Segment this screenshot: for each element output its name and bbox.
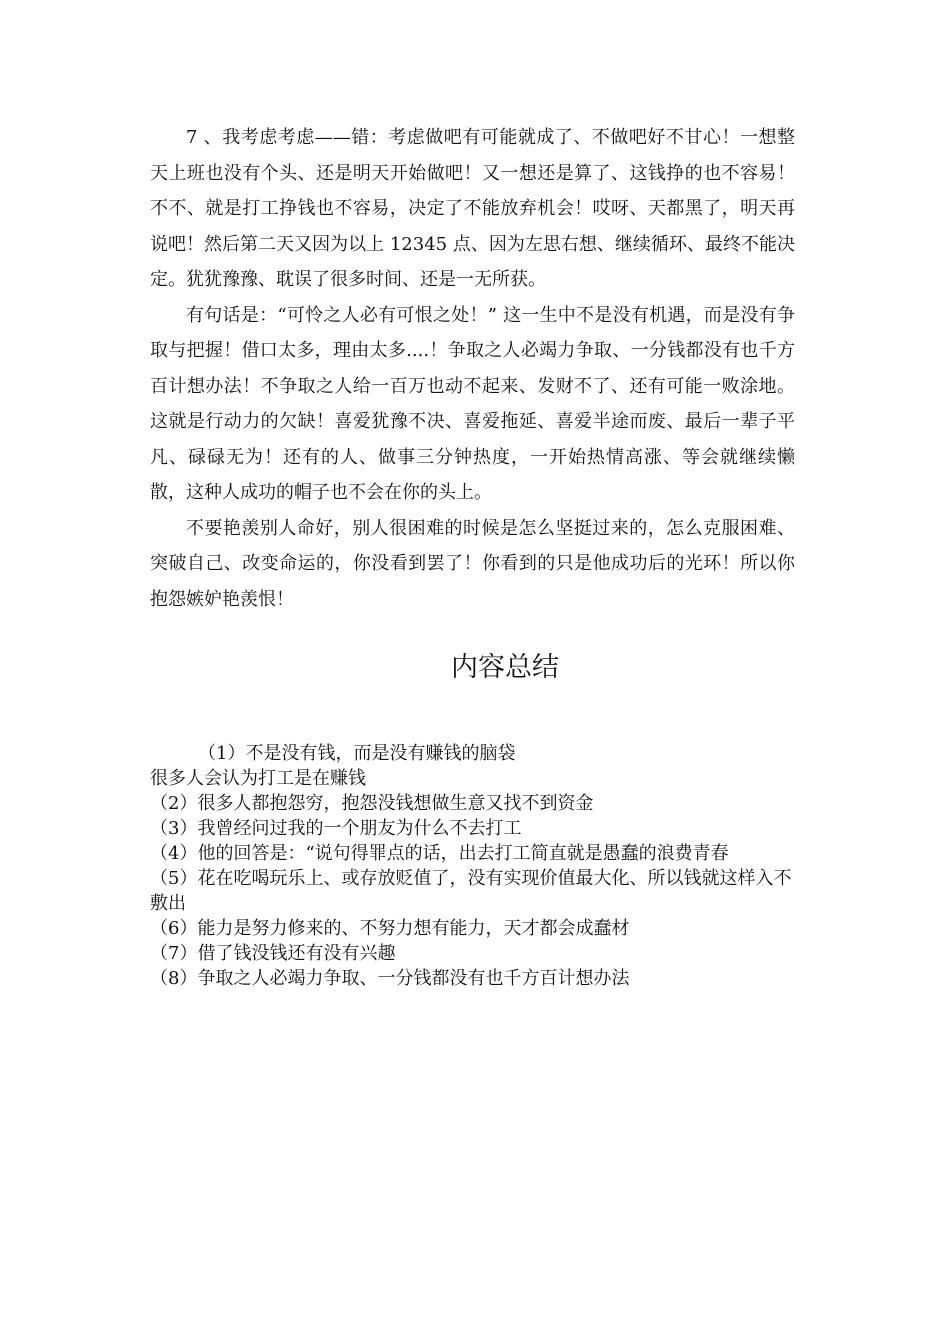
summary-item-2: 很多人会认为打工是在赚钱 [150, 768, 366, 789]
body-text [150, 120, 795, 617]
paragraph-1: 7 、我考虑考虑——错：考虑做吧有可能就成了、不做吧好不甘心！一想整天上班也没有个头、还是明天开始做吧！又一想还是算了、这钱挣的也不容易！不不、就是打工挣钱也不容易，决定了不能放弃机会！哎呀、天都黑了，明天再说吧！然后第二天又因为以上 12345 点、因为左思右想、继续循环、最终不能决定。犹犹豫豫、耽误了很多时间、还是一无所获。 [150, 127, 795, 290]
summary-list [150, 741, 800, 991]
summary-item-6: （5）花在吃喝玩乐上、或存放贬值了，没有实现价值最大化、所以钱就这样入不敷出 [150, 868, 792, 914]
summary-item-7: （6）能力是努力修来的、不努力想有能力，天才都会成蠢材 [150, 918, 630, 939]
summary-item-8: （7）借了钱没钱还有没有兴趣 [150, 943, 396, 964]
summary-item-5: （4）他的回答是：“说句得罪点的话，出去打工简直就是愚蠢的浪费青春 [150, 843, 729, 864]
summary-item-9: （8）争取之人必竭力争取、一分钱都没有也千方百计想办法 [150, 968, 630, 989]
summary-item-4: （3）我曾经问过我的一个朋友为什么不去打工 [150, 818, 522, 839]
paragraph-2: 有句话是：“可怜之人必有可恨之处！” 这一生中不是没有机遇，而是没有争取与把握！借口太多，理由太多....！争取之人必竭力争取、一分钱都没有也千方百计想办法！不争取之人给一百万也动不起来、发财不了、还有可能一败涂地。这就是行动力的欠缺！喜爱犹豫不决、喜爱拖延、喜爱半途而废、最后一辈子平凡、碌碌无为！还有的人、做事三分钟热度，一开始热情高涨、等会就继续懒散，这种人成功的帽子也不会在你的头上。 [150, 304, 795, 503]
summary-item-3: （2）很多人都抱怨穷，抱怨没钱想做生意又找不到资金 [150, 793, 594, 814]
summary-title: 内容总结 [451, 652, 559, 683]
summary-item-1: （1）不是没有钱，而是没有赚钱的脑袋 [198, 743, 516, 764]
paragraph-3: 不要艳羡别人命好，别人很困难的时候是怎么坚挺过来的，怎么克服困难、突破自己、改变命运的，你没看到罢了！你看到的只是他成功后的光环！所以你抱怨嫉妒艳羡恨！ [150, 517, 795, 610]
